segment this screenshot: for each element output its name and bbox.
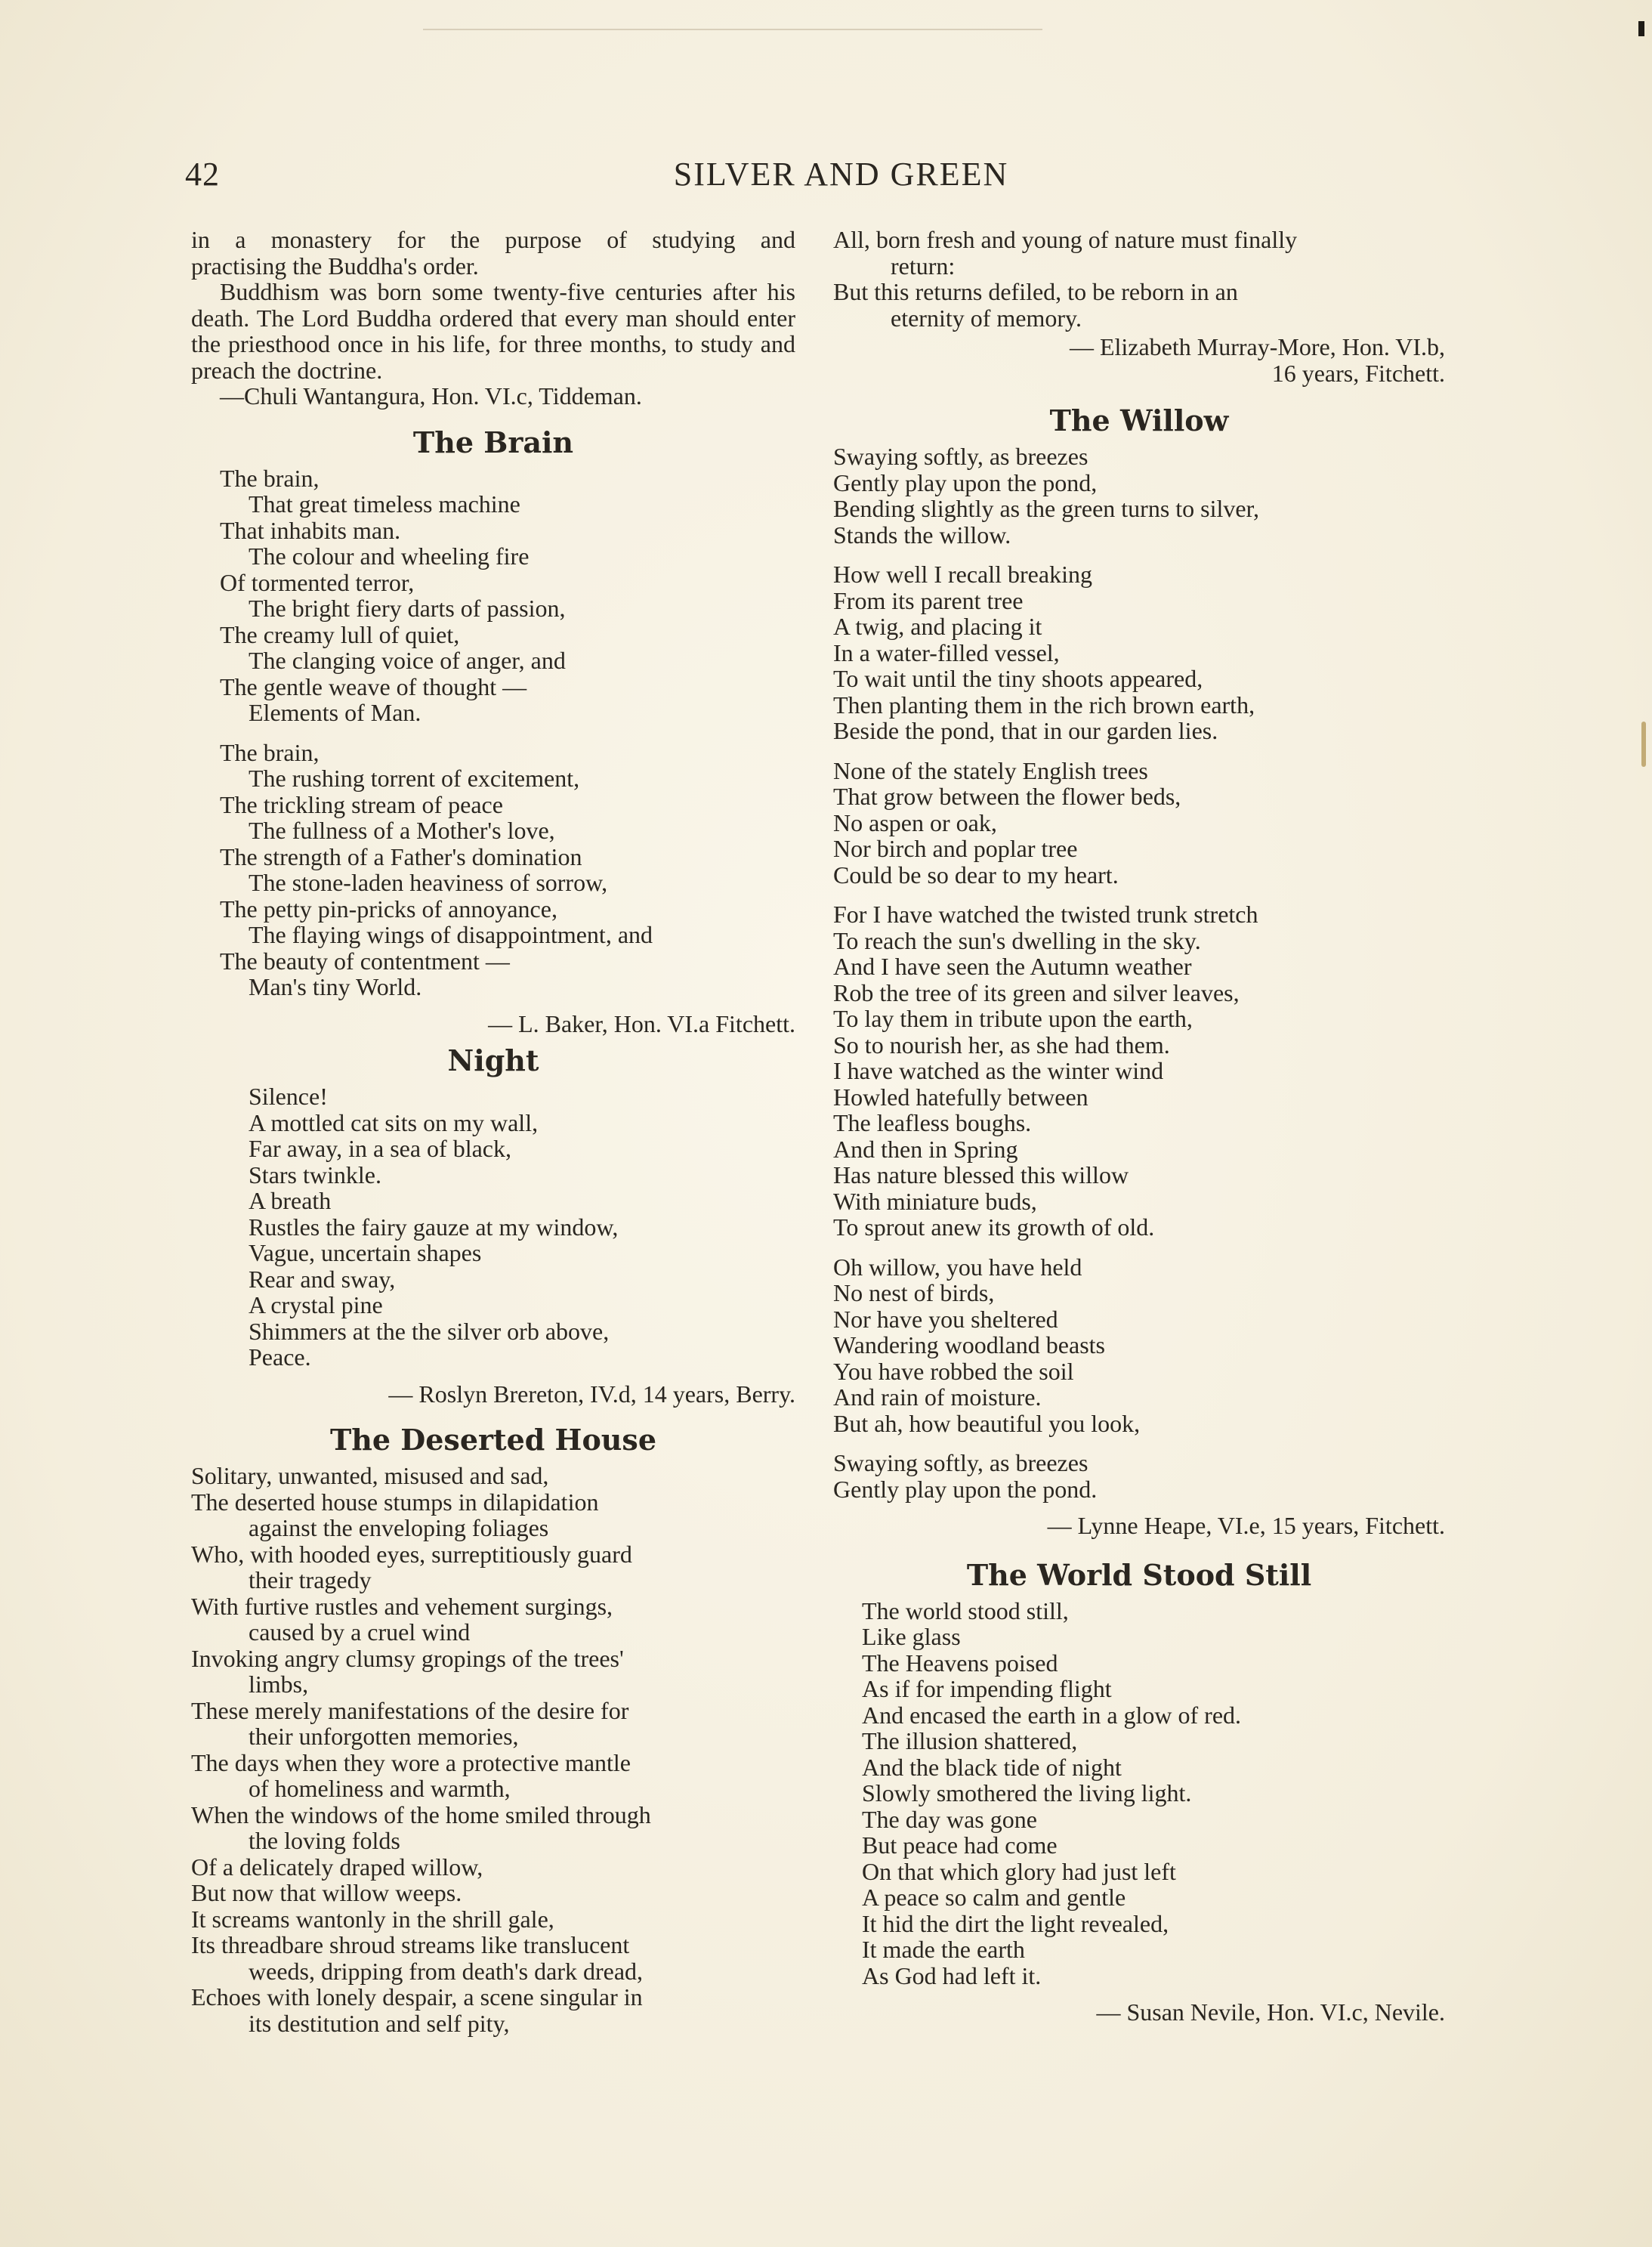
poem-line: But now that willow weeps. [191,1879,462,1906]
stanza [833,758,1445,889]
poem-title: The Brain [412,425,574,459]
attribution-line: — Elizabeth Murray-More, Hon. VI.b, [1069,333,1445,360]
prose-line: in a monastery for the purpose of studying and [191,226,795,253]
poem-line: Who, with hooded eyes, surreptitiously guard [191,1540,632,1568]
poem-line: From its parent tree [833,586,1024,614]
poem-line: To sprout anew its growth of old. [833,1213,1155,1241]
poem-line: The flaying wings of disappointment, and [249,921,653,948]
poem-line: No aspen or oak, [833,808,997,836]
poem-line: The clanging voice of anger, and [249,647,566,674]
poem-line: To wait until the tiny shoots appeared, [833,665,1203,692]
poem-line: Then planting them in the rich brown earth, [833,691,1255,719]
poem-line: Gently play upon the pond, [833,468,1098,496]
poem-line: Far away, in a sea of black, [249,1135,511,1162]
poem-line: The creamy lull of quiet, [220,620,460,648]
poem-line: On that which glory had just left [862,1857,1176,1885]
poem-line: caused by a cruel wind [249,1618,471,1646]
poem-line: limbs, [249,1671,309,1698]
poem-line: In a water-filled vessel, [833,638,1060,666]
poem-line: Its threadbare shroud streams like translucent [191,1931,630,1958]
prose-line: practising the Buddha's order. [191,252,479,280]
poem-line: Has nature blessed this willow [833,1161,1129,1188]
poem-line: The brain, [220,738,320,766]
poem-line: Wandering woodland beasts [833,1331,1105,1358]
poem-line: The bright fiery darts of passion, [249,595,566,622]
poem-line: The fullness of a Mother's love, [249,817,555,844]
right-column [833,227,1445,2026]
stanza [191,740,795,1000]
poem-line: Vague, uncertain shapes [249,1239,482,1266]
poem-line: Gently play upon the pond. [833,1475,1098,1503]
poem-line: But peace had come [862,1831,1058,1859]
poem-line: But this returns defiled, to be reborn in an [833,278,1238,305]
poem-line: A twig, and placing it [833,613,1042,640]
poem-line: weeds, dripping from death's dark dread, [249,1957,644,1985]
prose-attribution: —Chuli Wantangura, Hon. VI.c, Tiddeman. [220,382,642,410]
poem-line: Nor have you sheltered [833,1305,1058,1333]
poem-line: A crystal pine [249,1291,383,1318]
poem-line: It hid the dirt the light revealed, [862,1909,1169,1937]
poem-line: its destitution and self pity, [249,2009,510,2037]
poem-attribution [833,334,1445,386]
poem-line: It screams wantonly in the shrill gale, [191,1905,554,1933]
poem-line: The leafless boughs. [833,1109,1032,1136]
poem-line: Echoes with lonely despair, a scene singular in [191,1983,643,2011]
poem-line: No nest of birds, [833,1279,995,1306]
poem-line: It made the earth [862,1936,1025,1963]
stanza [833,561,1445,744]
poem-line: Elements of Man. [249,699,421,726]
poem-line: Swaying softly, as breezes [833,443,1088,470]
poem-line: The days when they wore a protective mantle [191,1748,631,1776]
poem-line: To lay them in tribute upon the earth, [833,1005,1193,1032]
poem-world-stood-still [833,1598,1445,2026]
poem-attribution: — Lynne Heape, VI.e, 15 years, Fitchett. [1047,1512,1445,1539]
poem-line: With furtive rustles and vehement surgings, [191,1592,613,1620]
poem-line: Bending slightly as the green turns to silver, [833,495,1259,522]
poem-line: of homeliness and warmth, [249,1775,511,1802]
poem-line: That grow between the flower beds, [833,783,1181,810]
stanza [833,1254,1445,1437]
poem-line: Peace. [249,1343,311,1371]
poem-line: The beauty of contentment — [220,947,510,975]
poem-line: Swaying softly, as breezes [833,1449,1088,1476]
poem-line: The strength of a Father's domination [220,842,582,870]
prose-paragraph: Buddhism was born some twenty-five centuries after his death. The Lord Buddha ordered that every man should enter the priesthood once in his life, for three months, to study and preach the doctrine. [191,278,795,384]
poem-line: Silence! [249,1083,328,1110]
poem-attribution: — L. Baker, Hon. VI.a Fitchett. [488,1009,795,1037]
poem-line: against the enveloping foliages [249,1514,549,1541]
poem-brain [191,465,795,1037]
poem-line: Man's tiny World. [249,973,422,1000]
poem-line: the loving folds [249,1827,400,1854]
attribution-line: 16 years, Fitchett. [1271,359,1445,387]
poem-line: Of tormented terror, [220,568,415,596]
poem-line: Stars twinkle. [249,1161,381,1188]
poem-line: their tragedy [249,1566,372,1593]
poem-line: So to nourish her, as she had them. [833,1031,1170,1059]
poem-line: And I have seen the Autumn weather [833,953,1192,980]
poem-line: The world stood still, [862,1596,1069,1624]
poem-line: And rain of moisture. [833,1383,1042,1411]
poem-line: As if for impending flight [862,1675,1112,1702]
poem-line: The gentle weave of thought — [220,672,527,700]
poem-line: How well I recall breaking [833,561,1092,588]
poem-title: Night [447,1043,539,1077]
poem-line: The Heavens poised [862,1649,1058,1677]
poem-line: Oh willow, you have held [833,1253,1082,1281]
poem-line: The colour and wheeling fire [249,542,530,570]
poem-line: Howled hatefully between [833,1083,1088,1111]
poem-line: All, born fresh and young of nature must finally [833,226,1298,253]
stanza [833,1450,1445,1502]
poem-line: To reach the sun's dwelling in the sky. [833,926,1201,954]
poem-line: A peace so calm and gentle [862,1884,1126,1911]
poem-deserted-house [191,1463,795,2036]
poem-title: The Willow [1049,403,1229,437]
poem-line: Slowly smothered the living light. [862,1779,1192,1807]
poem-line: The petty pin-pricks of annoyance, [220,895,557,923]
poem-title: The Deserted House [329,1423,656,1457]
poem-line: For I have watched the twisted trunk stretch [833,901,1258,928]
poem-title: The World Stood Still [966,1557,1312,1592]
page-number: 42 [185,156,220,193]
poem-line: The brain, [220,464,320,492]
poem-line: The illusion shattered, [862,1727,1078,1754]
poem-line: I have watched as the winter wind [833,1057,1164,1084]
poem-line: Solitary, unwanted, misused and sad, [191,1462,549,1489]
stanza [191,465,795,726]
poem-line: Rob the tree of its green and silver leaves, [833,978,1240,1006]
prose-block [191,227,795,410]
poem-line: A mottled cat sits on my wall, [249,1108,539,1136]
stanza [833,901,1445,1241]
poem-line: The rushing torrent of excitement, [249,765,580,792]
poem-line: That great timeless machine [249,490,520,518]
poem-line: Of a delicately draped willow, [191,1853,483,1881]
poem-line: their unforgotten memories, [249,1723,519,1750]
poem-line: Like glass [862,1623,961,1650]
poem-line: The deserted house stumps in dilapidation [191,1488,599,1516]
poem-willow [833,444,1445,1539]
scan-edge-mark [1638,21,1644,36]
poem-line: Rustles the fairy gauze at my window, [249,1213,619,1241]
poem-line: The trickling stream of peace [220,790,503,818]
stanza [833,444,1445,548]
poem-line: Stands the willow. [833,521,1011,549]
poem-line: And then in Spring [833,1135,1018,1163]
poem-line: Beside the pond, that in our garden lies. [833,717,1218,744]
poem-line: The stone-laden heaviness of sorrow, [249,869,608,896]
poem-continuation [833,227,1445,386]
poem-line: None of the stately English trees [833,756,1148,784]
poem-line: Nor birch and poplar tree [833,835,1078,862]
poem-line: That inhabits man. [220,516,401,544]
poem-line: Invoking angry clumsy gropings of the trees' [191,1644,624,1672]
poem-line: Shimmers at the the silver orb above, [249,1317,610,1345]
poem-line: And the black tide of night [862,1753,1122,1781]
poem-attribution: — Roslyn Brereton, IV.d, 14 years, Berry. [388,1380,795,1408]
poem-line: When the windows of the home smiled through [191,1800,651,1828]
poem-line: As God had left it. [862,1961,1042,1989]
running-head: SILVER AND GREEN [673,156,1009,193]
top-rule [423,29,1042,30]
poem-line: With miniature buds, [833,1187,1037,1215]
poem-attribution: — Susan Nevile, Hon. VI.c, Nevile. [1096,1998,1445,2026]
poem-line: But ah, how beautiful you look, [833,1409,1141,1437]
poem-line: A breath [249,1187,332,1214]
poem-night [191,1083,795,1407]
poem-line: Could be so dear to my heart. [833,861,1119,889]
poem-line: Rear and sway, [249,1265,396,1293]
poem-line: You have robbed the soil [833,1357,1074,1385]
poem-line: And encased the earth in a glow of red. [862,1701,1242,1729]
poem-line: return: [891,252,956,280]
left-column [191,227,795,2036]
scan-edge-mark [1641,722,1646,767]
poem-line: These merely manifestations of the desire for [191,1696,629,1724]
poem-line: eternity of memory. [891,304,1082,332]
poem-line: The day was gone [862,1805,1037,1833]
